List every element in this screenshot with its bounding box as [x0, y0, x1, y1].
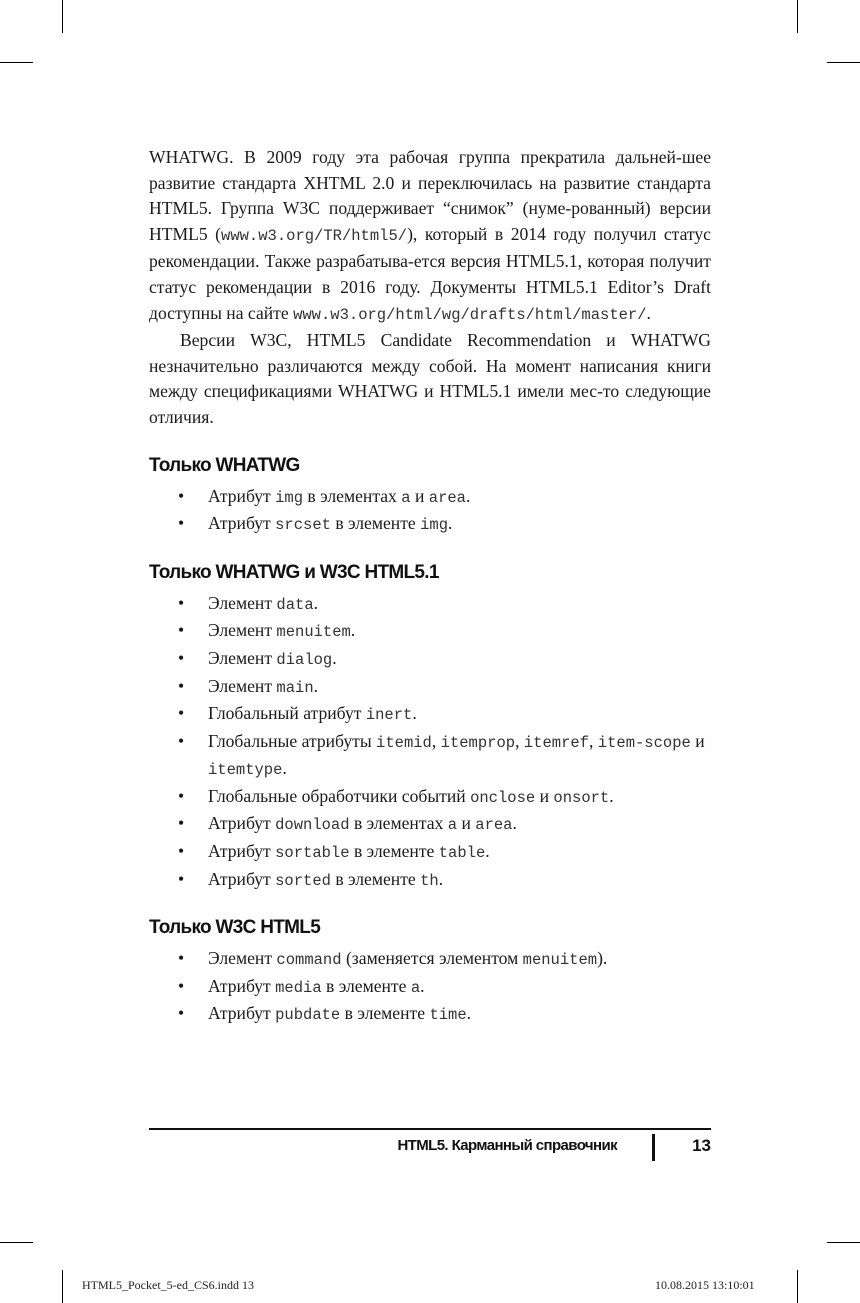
running-footer-title: HTML5. Карманный справочник	[397, 1137, 617, 1154]
paragraph-text: .	[646, 302, 651, 323]
item-text: .	[313, 675, 319, 696]
item-text: и	[690, 730, 705, 751]
bullet-icon: •	[178, 813, 185, 834]
item-text: Глобальные атрибуты	[208, 730, 377, 751]
bullet-icon: •	[178, 620, 185, 641]
item-text: в элементах	[303, 485, 402, 506]
item-text: .	[609, 785, 614, 806]
item-text: .	[485, 841, 490, 862]
crop-mark	[827, 1242, 860, 1243]
bullet-icon: •	[178, 785, 185, 806]
code-term: sorted	[275, 871, 331, 890]
code-term: img	[420, 516, 449, 535]
item-text: .	[438, 868, 444, 889]
item-text: .	[448, 513, 453, 534]
slug-timestamp: 10.08.2015 13:10:01	[655, 1278, 755, 1292]
list-item	[149, 784, 711, 812]
list-item	[149, 591, 711, 619]
code-term: main	[276, 678, 314, 697]
slug-filename: HTML5_Pocket_5-ed_CS6.indd 13	[82, 1278, 254, 1292]
item-text: .	[313, 592, 319, 613]
list-item	[149, 674, 711, 702]
item-text: Атрибут	[208, 1003, 276, 1024]
paragraph-versions: Версии W3C, HTML5 Candidate Recommendation и WHATWG незначительно различаются между собой. На момент написания книги между спецификациями WHATWG и HTML5.1 имели мес-то следующие отличия.	[149, 330, 711, 427]
code-term: time	[429, 1006, 467, 1025]
item-text: .	[282, 758, 287, 779]
crop-mark	[827, 62, 860, 63]
bullet-icon: •	[178, 948, 185, 969]
crop-mark	[797, 1270, 798, 1303]
code-term: command	[276, 951, 342, 970]
item-text: Атрибут	[208, 813, 276, 834]
bullet-icon: •	[178, 841, 185, 862]
item-text: и	[535, 785, 554, 806]
item-text: Глобальные обработчики событий	[208, 785, 471, 806]
item-text: ).	[597, 948, 608, 969]
code-term: itemref	[523, 733, 589, 752]
item-text: Глобальный атрибут	[208, 703, 366, 724]
item-text: .	[350, 620, 356, 641]
code-term: inert	[365, 706, 413, 725]
code-term: th	[420, 871, 439, 890]
footer-rule	[149, 1128, 711, 1130]
list-item	[149, 867, 711, 895]
item-text: Атрибут	[208, 485, 276, 506]
bullet-icon: •	[178, 868, 185, 889]
code-term: itemid	[376, 733, 432, 752]
bullet-icon: •	[178, 975, 185, 996]
list-item	[149, 946, 711, 974]
crop-mark	[62, 0, 63, 33]
code-term: menuitem	[522, 951, 598, 970]
footer-separator	[652, 1134, 655, 1161]
code-term: srcset	[275, 516, 331, 535]
item-text: в элементе	[321, 975, 411, 996]
paragraph-text: ), который в 2014 году получил статус рекомендации. Также разрабатыва-ется версия HTML5.1, которая получит статус рекомендации в 2016 году. Документы HTML5.1 Editor’s Draft доступны на сайте	[149, 223, 711, 323]
sections-container	[149, 453, 711, 1030]
list-item	[149, 646, 711, 674]
item-text: в элементе	[330, 513, 421, 534]
bullet-list	[149, 484, 711, 539]
code-term: area	[475, 816, 513, 835]
section-heading: Только WHATWG	[149, 454, 300, 476]
item-text: .	[332, 647, 337, 668]
crop-mark	[62, 1270, 63, 1303]
code-term: table	[438, 844, 486, 863]
bullet-icon: •	[178, 1003, 185, 1024]
item-text: Элемент	[208, 948, 277, 969]
code-term: a	[410, 978, 421, 997]
page-number: 13	[692, 1136, 711, 1155]
url-w3-html5: www.w3.org/TR/html5/	[221, 226, 408, 245]
list-item	[149, 701, 711, 729]
crop-mark	[0, 1242, 33, 1243]
code-term: data	[276, 595, 314, 614]
code-term: media	[275, 978, 322, 997]
bullet-list	[149, 946, 711, 1029]
item-text: .	[512, 813, 517, 834]
item-text: Атрибут	[208, 513, 276, 534]
item-text: .	[412, 703, 417, 724]
section-heading: Только W3C HTML5	[149, 917, 321, 939]
item-text: Атрибут	[208, 868, 276, 889]
code-term: a	[447, 816, 458, 835]
code-term: img	[275, 488, 304, 507]
bullet-icon: •	[178, 675, 185, 696]
item-text: в элементах	[349, 813, 448, 834]
code-term: item-scope	[597, 733, 691, 752]
item-text: и	[457, 813, 476, 834]
item-text: в элементе	[330, 868, 421, 889]
code-term: sortable	[275, 844, 350, 863]
url-w3-drafts: www.w3.org/html/wg/drafts/html/master/	[293, 305, 647, 324]
item-text: (заменяется элементом	[341, 948, 523, 969]
list-item	[149, 618, 711, 646]
code-term: dialog	[276, 650, 333, 669]
bullet-icon: •	[178, 703, 185, 724]
item-text: Элемент	[208, 620, 277, 641]
code-term: download	[275, 816, 350, 835]
list-item	[149, 1001, 711, 1029]
list-item	[149, 511, 711, 539]
code-term: menuitem	[276, 623, 351, 642]
item-text: Элемент	[208, 647, 277, 668]
list-item	[149, 839, 711, 867]
list-item	[149, 811, 711, 839]
code-term: pubdate	[275, 1006, 341, 1025]
paragraph-intro	[149, 145, 711, 328]
crop-mark	[797, 0, 798, 33]
code-term: onsort	[553, 788, 610, 807]
item-text: Элемент	[208, 675, 277, 696]
item-text: в элементе	[340, 1003, 430, 1024]
item-text: в элементе	[349, 841, 439, 862]
bullet-icon: •	[178, 730, 185, 751]
list-item	[149, 484, 711, 512]
bullet-list	[149, 591, 711, 895]
item-text: ,	[431, 730, 441, 751]
paragraph-text: WHATWG. В 2009 году эта рабочая группа прекратила дальней-шее развитие стандарта XHTML 2.0 и переключилась на развитие стандарта HTML5. Группа W3C поддерживает “снимок” (нуме-рованный) версии HTML5 (	[149, 147, 711, 244]
bullet-icon: •	[178, 485, 185, 506]
section-heading: Только WHATWG и W3C HTML5.1	[149, 561, 439, 583]
item-text: ,	[515, 730, 524, 751]
code-term: onclose	[470, 788, 536, 807]
item-text: ,	[589, 730, 598, 751]
page-body	[149, 145, 711, 1029]
item-text: .	[466, 1003, 472, 1024]
crop-mark	[0, 62, 33, 63]
list-item	[149, 729, 711, 784]
code-term: itemtype	[208, 761, 283, 780]
item-text: .	[465, 485, 471, 506]
code-term: a	[401, 488, 411, 507]
item-text: Атрибут	[208, 975, 276, 996]
bullet-icon: •	[178, 513, 185, 534]
item-text: .	[420, 975, 425, 996]
bullet-icon: •	[178, 592, 185, 613]
bullet-icon: •	[178, 647, 185, 668]
code-term: itemprop	[440, 733, 516, 752]
item-text: Элемент	[208, 592, 277, 613]
code-term: area	[428, 488, 466, 507]
item-text: и	[410, 485, 429, 506]
list-item	[149, 974, 711, 1002]
item-text: Атрибут	[208, 841, 276, 862]
